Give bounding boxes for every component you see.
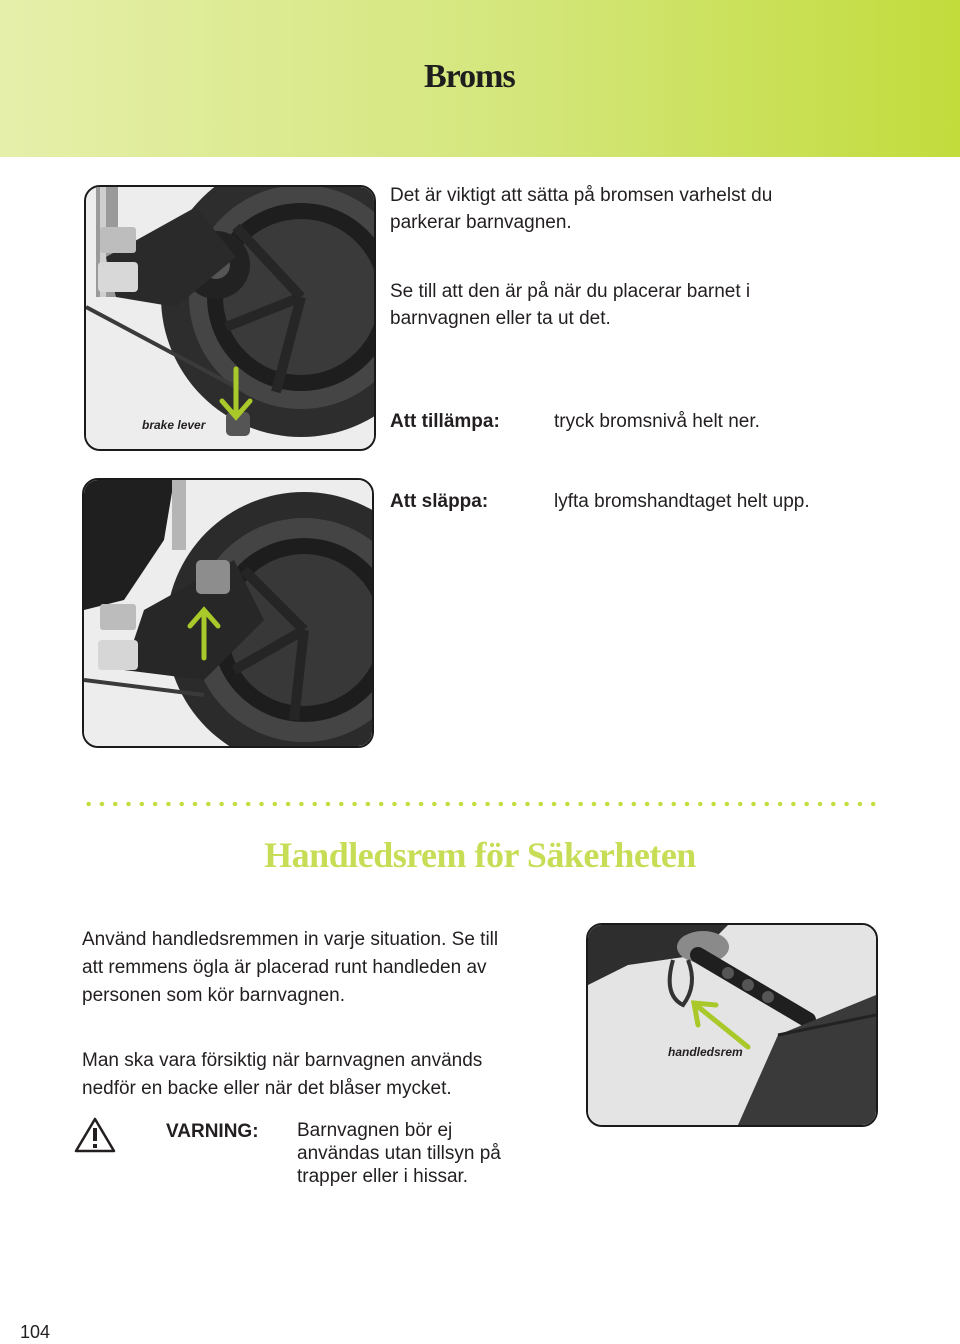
page-number: 104: [20, 1322, 51, 1342]
warning-label: VARNING:: [166, 1121, 259, 1142]
warning-line-1: Barnvagnen bör ej: [297, 1120, 453, 1141]
warning-line-3: trapper eller i hissar.: [297, 1166, 469, 1187]
strap-para1-line-2: att remmens ögla är placerad runt handleden av: [82, 957, 487, 978]
strap-para1-line-1: Använd handledsremmen in varje situation. Se till: [82, 929, 499, 950]
warning-line-2: användas utan tillsyn på: [297, 1143, 501, 1164]
strap-para1-line-3: personen som kör barnvagnen.: [82, 985, 345, 1006]
brake-instruction-line-1: Se till att den är på när du placerar barnet i: [390, 281, 751, 302]
brake-intro-line-1: Det är viktigt att sätta på bromsen varhelst du: [390, 185, 773, 206]
release-text: lyfta bromshandtaget helt upp.: [554, 491, 810, 512]
header-band: [0, 0, 960, 157]
release-label: Att släppa:: [390, 491, 489, 512]
strap-para2-line-2: nedför en backe eller när det blåser mycket.: [82, 1078, 452, 1099]
dotted-divider: [82, 801, 880, 807]
brake-photo-apply: [84, 185, 376, 451]
strap-para2-line-1: Man ska vara försiktig när barnvagnen används: [82, 1050, 483, 1071]
wrist-strap-label: handledsrem: [668, 1045, 743, 1059]
brake-instruction-line-2: barnvagnen eller ta ut det.: [390, 308, 611, 329]
apply-label: Att tillämpa:: [390, 411, 500, 432]
wrist-strap-photo: [586, 923, 878, 1127]
brake-lever-label: brake lever: [142, 418, 206, 432]
warning-triangle-icon: [74, 1117, 116, 1158]
apply-text: tryck bromsnivå helt ner.: [554, 411, 760, 432]
brake-photo-release: [82, 478, 374, 748]
section-title: Handledsrem för Säkerheten: [264, 835, 696, 875]
page-title: Broms: [424, 58, 515, 95]
brake-intro-line-2: parkerar barnvagnen.: [390, 212, 572, 233]
